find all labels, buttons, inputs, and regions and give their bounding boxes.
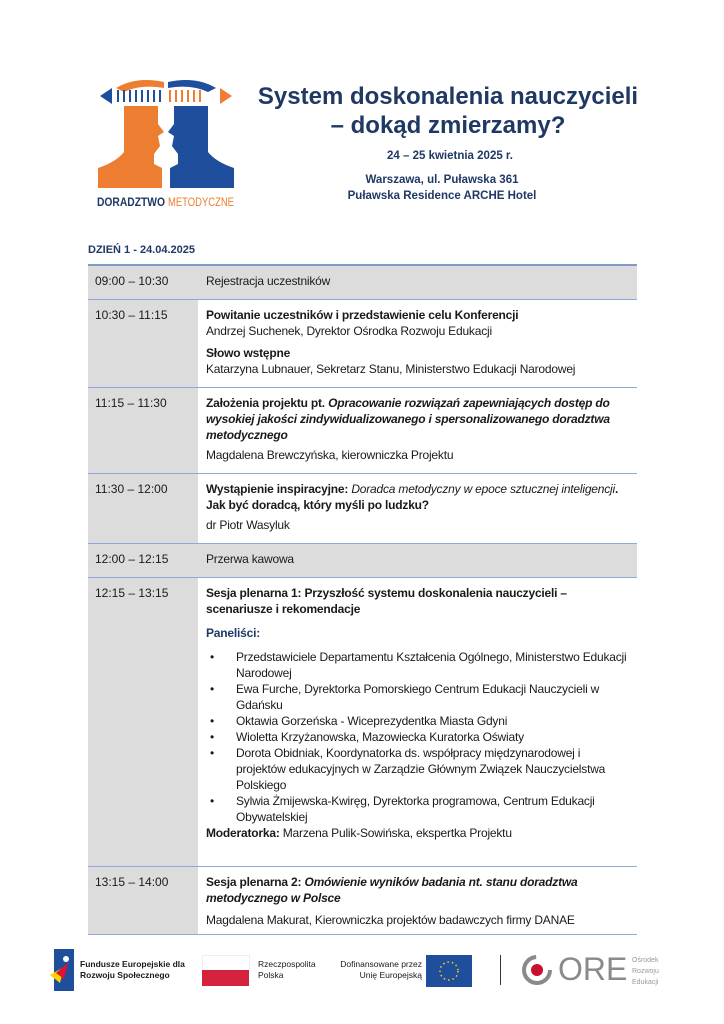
text-block (206, 323, 631, 339)
content-cell (198, 867, 637, 934)
time-cell: 10:30 – 11:15 (88, 300, 198, 387)
content-cell (198, 388, 637, 473)
content-cell (198, 266, 637, 299)
session-title-bold: Sesja plenarna 2: (206, 875, 305, 889)
panelist-item: • Oktawia Gorzeńska - Wiceprezydentka Miasta Gdyni (206, 713, 631, 729)
day-label: DZIEŃ 1 - 24.04.2025 (88, 244, 196, 256)
text-block (206, 481, 631, 513)
moderator-label: Moderatorka: (206, 826, 280, 840)
table-row (88, 578, 637, 867)
logo-text: DORADZTWO (97, 195, 165, 209)
content-cell (198, 300, 637, 387)
table-row (88, 266, 637, 300)
content-cell (198, 578, 637, 866)
page-title (226, 82, 670, 140)
divider (500, 955, 501, 985)
time-cell: 12:00 – 12:15 (88, 544, 198, 577)
panelist-item: • Wioletta Krzyżanowska, Mazowiecka Kuratorka Oświaty (206, 729, 631, 745)
table-row (88, 474, 637, 544)
content-cell (198, 474, 637, 543)
pl-flag-white (202, 955, 250, 971)
text-run: Rejestracja uczestników (206, 274, 331, 288)
rp-label: Rzeczpospolita Polska (258, 959, 316, 980)
title-line-1: System doskonalenia nauczycieli (257, 83, 639, 110)
eu-flag-icon (426, 955, 472, 987)
text-run: Opracowanie rozwiązań zapewniających dostęp do wysokiej jakości zindywidualizowanego i spersonalizowanego doradztwa metodycznego (206, 396, 610, 442)
ore-logo-icon (520, 953, 554, 987)
time-cell: 11:15 – 11:30 (88, 388, 198, 473)
speaker: Magdalena Makurat, Kierowniczka projektów badawczych firmy DANAE (206, 913, 575, 927)
fe-logo-icon (50, 949, 76, 991)
text-run: Andrzej Suchenek, Dyrektor Ośrodka Rozwoju Edukacji (206, 324, 492, 338)
moderator-line (206, 825, 631, 841)
text-run: Doradca metodyczny w epoce sztucznej inteligencji (351, 482, 615, 496)
fe-label: Fundusze Europejskie dla Rozwoju Społecznego (80, 959, 185, 980)
session-title (206, 874, 631, 906)
table-row (88, 300, 637, 388)
text-block (206, 345, 631, 361)
text-block (206, 273, 631, 289)
text-run: dr Piotr Wasyluk (206, 518, 290, 532)
panelist-item: • Dorota Obidniak, Koordynatorka ds. współpracy międzynarodowej i projektów edukacyjnych w Zarządzie Głównym Związek Nauczycielstwa Polskiego (206, 745, 631, 793)
title-line-2: – dokąd zmierzamy? (330, 112, 566, 139)
time-cell: 11:30 – 12:00 (88, 474, 198, 543)
text-run: Wystąpienie inspiracyjne: (206, 482, 352, 496)
text-run: Powitanie uczestników i przedstawienie celu Konferencji (206, 308, 519, 322)
text-block (206, 307, 631, 323)
text-block (206, 395, 631, 443)
pl-flag-red (202, 970, 249, 986)
eu-label: Dofinansowane przez Unię Europejską (340, 959, 422, 980)
panelist-item: • Sylwia Żmijewska-Kwiręg, Dyrektorka programowa, Centrum Edukacji Obywatelskiej (206, 793, 631, 825)
text-run: Katarzyna Lubnauer, Sekretarz Stanu, Ministerstwo Edukacji Narodowej (206, 362, 576, 376)
table-row (88, 544, 637, 578)
table-row (88, 388, 637, 474)
panelist-item: • Ewa Furche, Dyrektorka Pomorskiego Centrum Edukacji Nauczycieli w Gdańsku (206, 681, 631, 713)
moderator-name: Marzena Pulik-Sowińska, ekspertka Projektu (279, 826, 512, 840)
session-title: Sesja plenarna 1: Przyszłość systemu doskonalenia nauczycieli – scenariusze i rekomendacje (206, 586, 567, 616)
text-run: Słowo wstępne (206, 346, 291, 360)
text-run: Magdalena Brewczyńska, kierowniczka Projektu (206, 448, 454, 462)
time-cell: 12:15 – 13:15 (88, 578, 198, 866)
panelist-item: • Przedstawiciele Departamentu Kształcenia Ogólnego, Ministerstwo Edukacji Narodowej (206, 649, 631, 681)
event-venue: Puławska Residence ARCHE Hotel (347, 190, 537, 202)
text-block (206, 361, 631, 377)
text-run: Przerwa kawowa (206, 552, 294, 566)
ore-logo-text: ORE (558, 951, 628, 987)
doradztwo-metodyczne-logo (96, 76, 236, 212)
footer-logos (50, 947, 670, 997)
event-dates: 24 – 25 kwietnia 2025 r. (387, 150, 513, 162)
text-block (206, 551, 631, 567)
text-block (206, 447, 631, 463)
time-cell: 09:00 – 10:30 (88, 266, 198, 299)
logo-text-2: METODYCZNE (168, 195, 234, 209)
content-cell (198, 544, 637, 577)
table-row (88, 867, 637, 935)
panelists-label: Paneliści: (206, 626, 261, 640)
text-block (206, 517, 631, 533)
text-run: . Jak być doradcą, który myśli po ludzku? (206, 482, 619, 512)
agenda-table (88, 264, 637, 935)
session-title-italic: Omówienie wyników badania nt. stanu doradztwa metodycznego w Polsce (206, 875, 578, 905)
panelists-list (206, 649, 631, 825)
event-address: Warszawa, ul. Puławska 361 (365, 174, 519, 186)
text-run: Założenia projektu pt. (206, 396, 329, 410)
time-cell: 13:15 – 14:00 (88, 867, 198, 934)
ore-label: Ośrodek Rozwoju Edukacji (632, 957, 659, 986)
